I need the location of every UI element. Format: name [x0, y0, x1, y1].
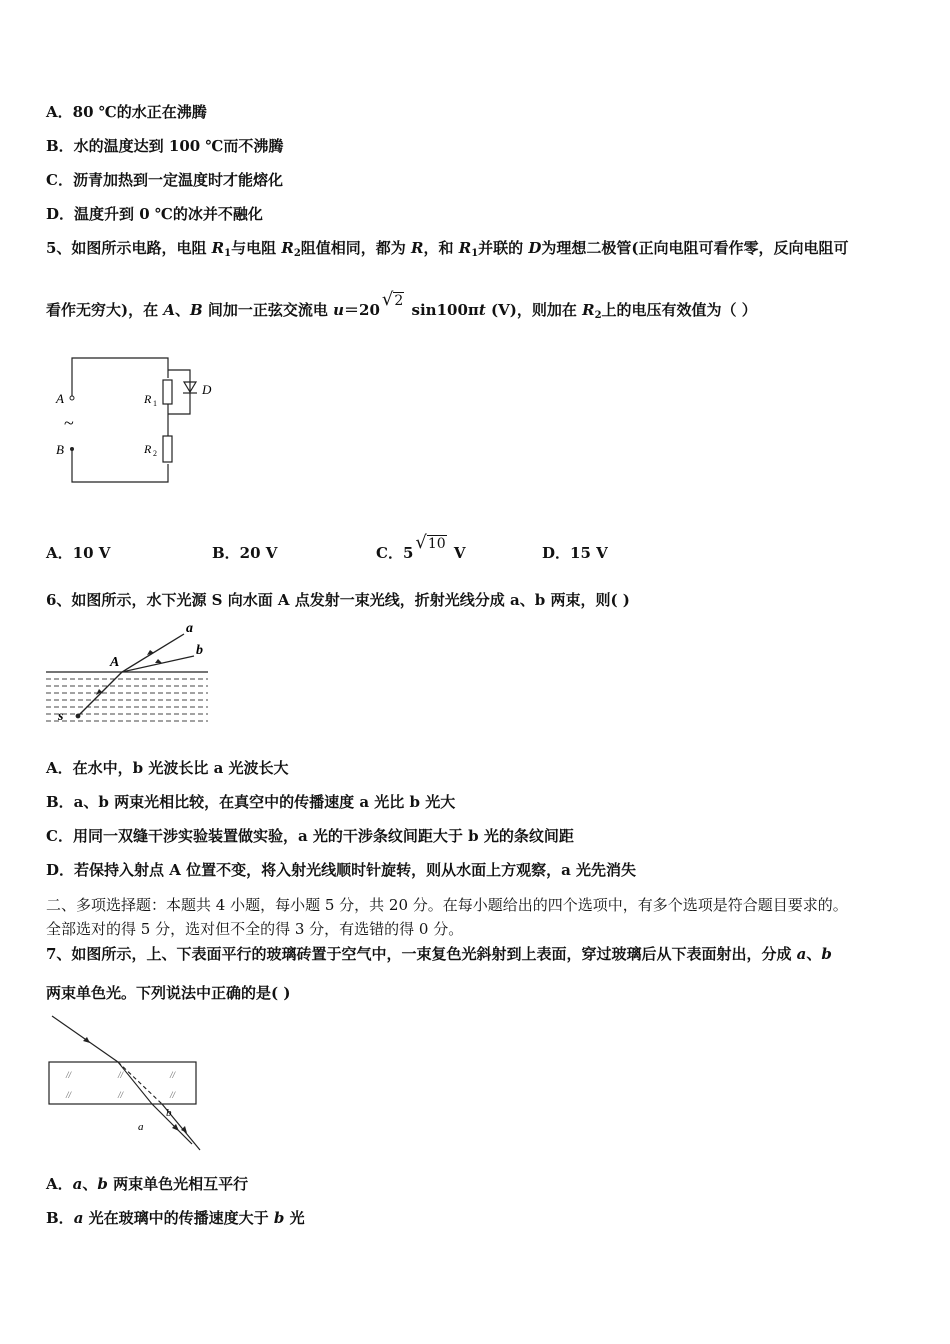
q7-option-b: B．a 光在玻璃中的传播速度大于 b 光	[46, 1209, 305, 1227]
glass-mark-1: //	[66, 1070, 72, 1080]
ac-source-icon: ~	[64, 413, 74, 433]
label-r1-sub: 1	[153, 399, 157, 408]
q6-refraction-figure	[46, 616, 216, 728]
q4-option-d: D．温度升到 0 ℃的冰并不融化	[46, 205, 263, 223]
refracted-ray-b-inside	[118, 1062, 162, 1104]
section2-instructions-line1: 二、多项选择题：本题共 4 小题，每小题 5 分，共 20 分。在每小题给出的四个选项中，有多个选项是符合题目要求的。	[46, 896, 848, 914]
circuit-wire-top	[72, 358, 168, 396]
q6-stem: 6、如图所示，水下光源 S 向水面 A 点发射一束光线，折射光线分成 a、b 两束，则( )	[46, 591, 630, 609]
resistor-r2	[163, 436, 172, 462]
arrow-b-icon	[181, 1126, 187, 1133]
resistor-r1	[163, 380, 172, 404]
glass-mark-6: //	[170, 1090, 176, 1100]
sqrt-symbol: √2	[381, 289, 404, 310]
label-r2-sub: 2	[153, 449, 157, 458]
q5-option-d: D．15 V	[542, 544, 608, 562]
terminal-a	[70, 396, 74, 400]
q6-option-b: B．a、b 两束光相比较，在真空中的传播速度 a 光比 b 光大	[46, 793, 456, 811]
water-hatching	[46, 679, 208, 721]
q7-stem-line1: 7、如图所示，上、下表面平行的玻璃砖置于空气中，一束复色光斜射到上表面，穿过玻璃后从下表面射出，分成 a、b	[46, 945, 832, 963]
label-r2: R	[144, 442, 152, 456]
glass-mark-3: //	[118, 1070, 124, 1080]
terminal-b	[70, 447, 74, 451]
glass-mark-4: //	[118, 1090, 124, 1100]
q5-stem-line2: 看作无穷大)，在 A、B 间加一正弦交流电 u＝20 √2 sin100πt (V)，则加在 $R_2$上的电压有效值为（ ）	[46, 289, 757, 321]
sqrt-symbol: √10	[415, 532, 446, 553]
arrow-b-icon	[155, 659, 162, 663]
q7-stem-line2: 两束单色光。下列说法中正确的是( )	[46, 984, 291, 1002]
label-a: A	[56, 391, 64, 406]
refracted-ray-a-inside	[118, 1062, 152, 1104]
glass-mark-5: //	[170, 1070, 176, 1080]
label-r1: R	[144, 392, 152, 406]
diode-branch-wire	[168, 370, 190, 414]
refracted-ray-b	[122, 656, 194, 672]
label-ray-b: b	[196, 643, 203, 658]
label-d: D	[202, 382, 212, 397]
incident-ray	[78, 672, 122, 716]
glass-mark-2: //	[66, 1090, 72, 1100]
section2-instructions-line2: 全部选对的得 5 分，选对但不全的得 3 分，有选错的得 0 分。	[46, 920, 464, 938]
light-source-point	[76, 714, 81, 719]
q5-stem-line1: 5、如图所示电路，电阻 $R_1$与电阻 $R_2$阻值相同，都为 R，和 $R_1$并联的 D为理想二极管(正向电阻可看作零，反向电阻可	[46, 239, 849, 259]
label-b: B	[56, 442, 64, 457]
q5-option-b: B．20 V	[212, 544, 278, 562]
q6-option-c: C．用同一双缝干涉实验装置做实验，a 光的干涉条纹间距大于 b 光的条纹间距	[46, 827, 574, 845]
q5-option-c: C．5 √10 V	[376, 532, 466, 562]
q4-option-b: B．水的温度达到 100 ℃而不沸腾	[46, 137, 284, 155]
q4-option-a: A．80 ℃的水正在沸腾	[46, 103, 207, 121]
label-ray-a: a	[186, 621, 193, 636]
q5-option-a: A．10 V	[46, 544, 111, 562]
exit-ray-a	[152, 1104, 192, 1144]
q6-option-a: A．在水中，b 光波长比 a 光波长大	[46, 759, 289, 777]
q7-glass-figure	[44, 1012, 214, 1156]
label-source-s: s	[58, 709, 64, 724]
q6-option-d: D．若保持入射点 A 位置不变，将入射光线顺时针旋转，则从水面上方观察，a 光先消失	[46, 861, 637, 879]
label-point-a: A	[110, 655, 120, 670]
q5-circuit-figure	[50, 350, 230, 490]
label-ray-b: b	[166, 1107, 172, 1119]
label-ray-a: a	[138, 1121, 144, 1133]
q4-option-c: C．沥青加热到一定温度时才能熔化	[46, 171, 283, 189]
q7-option-a: A．a、b 两束单色光相互平行	[46, 1175, 249, 1193]
